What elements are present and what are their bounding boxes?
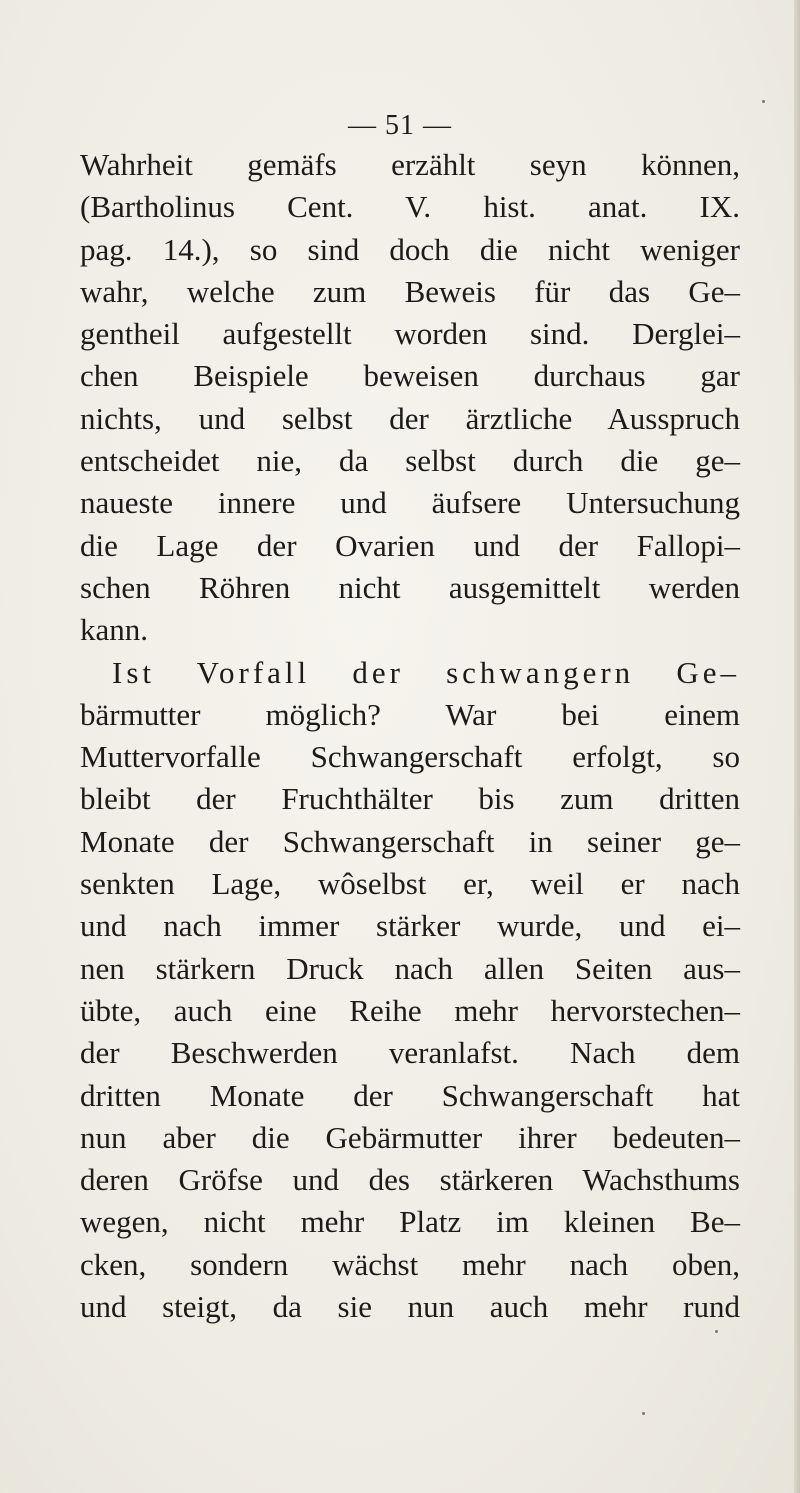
paper-speck	[762, 100, 765, 103]
body-text	[80, 144, 740, 1328]
text-line: übte, auch eine Reihe mehr hervorstechen–	[80, 992, 740, 1028]
text-line: chen Beispiele beweisen durchaus gar	[80, 358, 740, 394]
paper-speck	[715, 1330, 718, 1333]
text-line: und steigt, da sie nun auch mehr rund	[80, 1289, 740, 1325]
text-line: und nach immer stärker wurde, und ei–	[80, 908, 740, 944]
text-line: die Lage der Ovarien und der Fallopi–	[80, 527, 740, 563]
text-line: gentheil aufgestellt worden sind. Derglei–	[80, 316, 740, 352]
text-line: nichts, und selbst der ärztliche Ausspruch	[80, 400, 740, 436]
text-line: nen stärkern Druck nach allen Seiten aus–	[80, 950, 740, 986]
text-line: wahr, welche zum Beweis für das Ge–	[80, 273, 740, 309]
text-line: der Beschwerden veranlafst. Nach dem	[80, 1035, 740, 1071]
section-heading-line: Ist Vorfall der schwangern Ge–	[112, 654, 740, 690]
text-line: pag. 14.), so sind doch die nicht weniger	[80, 231, 740, 267]
text-line: bärmutter möglich? War bei einem	[80, 696, 740, 732]
text-line: schen Röhren nicht ausgemittelt werden	[80, 569, 740, 605]
text-line: bleibt der Fruchthälter bis zum dritten	[80, 781, 740, 817]
text-line: dritten Monate der Schwangerschaft hat	[80, 1077, 740, 1113]
text-line: naueste innere und äufsere Untersuchung	[80, 485, 740, 521]
text-line: cken, sondern wächst mehr nach oben,	[80, 1246, 740, 1282]
text-line: (Bartholinus Cent. V. hist. anat. IX.	[80, 189, 740, 225]
text-line: senkten Lage, wôselbst er, weil er nach	[80, 866, 740, 902]
text-line: deren Gröfse und des stärkeren Wachsthums	[80, 1162, 740, 1198]
text-line: Muttervorfalle Schwangerschaft erfolgt, so	[80, 739, 740, 775]
text-line: kann.	[80, 612, 149, 648]
page-number: — 51 —	[348, 110, 452, 141]
text-line: entscheidet nie, da selbst durch die ge–	[80, 443, 740, 479]
text-line: wegen, nicht mehr Platz im kleinen Be–	[80, 1204, 740, 1240]
page-edge-shadow	[794, 0, 800, 1493]
text-line: Wahrheit gemäfs erzählt seyn können,	[80, 147, 740, 182]
text-line: nun aber die Gebärmutter ihrer bedeuten–	[80, 1119, 740, 1155]
paper-speck	[642, 1412, 645, 1415]
text-line: Monate der Schwangerschaft in seiner ge–	[80, 823, 740, 859]
